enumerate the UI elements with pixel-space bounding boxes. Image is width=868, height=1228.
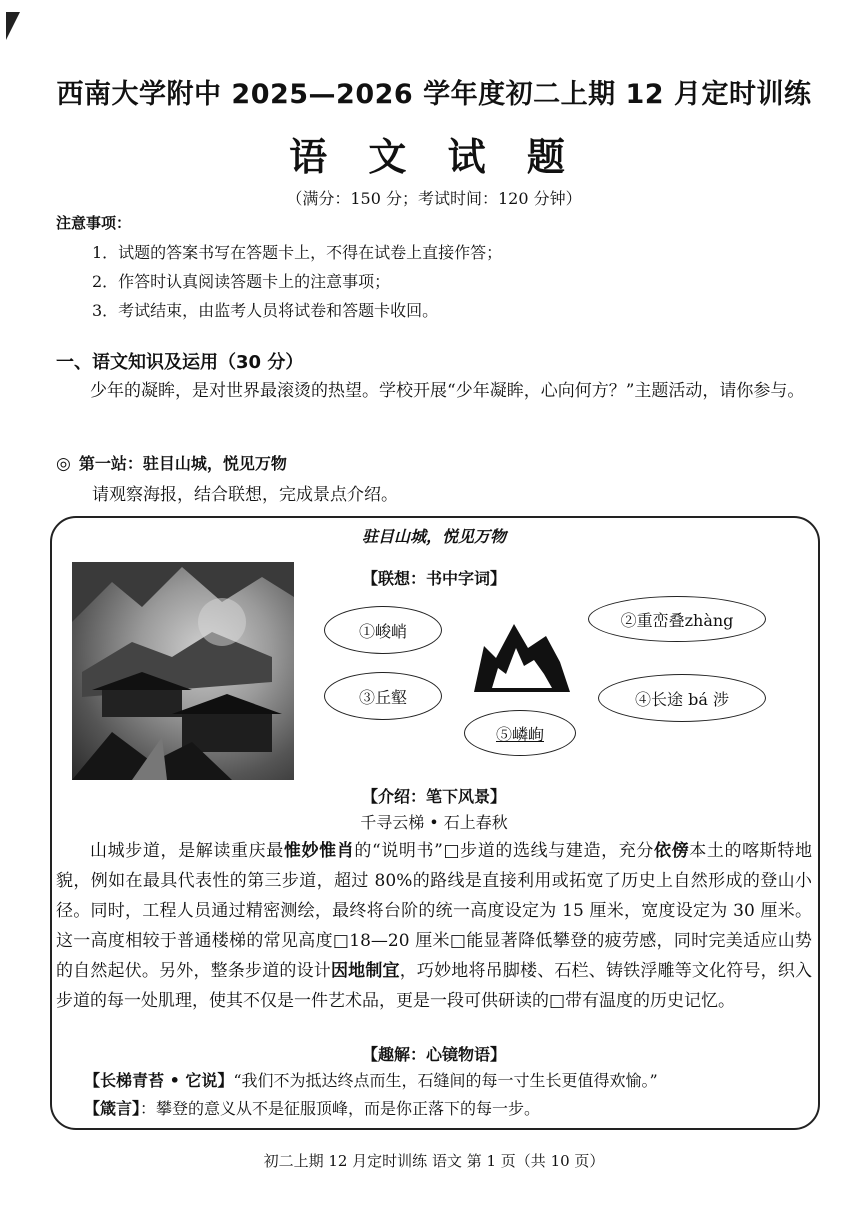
intro-heading: 【介绍：笔下风景】 — [361, 787, 506, 806]
notice-heading: 注意事项： — [56, 214, 132, 232]
word-oval-1 — [324, 606, 442, 654]
quote-line-1 — [84, 1068, 658, 1091]
body-bold-term: 依傍 — [654, 841, 690, 861]
word-oval-2 — [588, 596, 766, 642]
subject-title: 语 文 试 题 — [289, 134, 579, 179]
scenery-title: 千寻云梯 • 石上春秋 — [360, 813, 508, 832]
word-oval-3 — [324, 672, 442, 720]
word-label-2: ②重峦叠zhàng — [620, 610, 734, 630]
assoc-heading: 【联想：书中字词】 — [361, 569, 506, 588]
mountain-city-photo — [72, 562, 294, 780]
body-bold-term: 因地制宜 — [330, 961, 400, 981]
body-segment: 山城步道，是解读重庆最 — [90, 841, 284, 861]
fun-heading: 【趣解：心镜物语】 — [361, 1045, 506, 1064]
word-label-5: ⑤嶙峋 — [495, 724, 544, 744]
section-heading: 一、语文知识及运用（30 分） — [56, 352, 304, 373]
body-segment: 的“说明书”□步道的选线与建造，充分 — [354, 841, 655, 861]
notice-item: 3．考试结束，由监考人员将试卷和答题卡收回。 — [92, 301, 439, 320]
quote-label: 【箴言】 — [84, 1099, 141, 1118]
poster-title: 驻目山城，悦见万物 — [361, 527, 506, 546]
photo-illustration — [72, 562, 294, 780]
score-time-line: （满分：150 分；考试时间：120 分钟） — [286, 189, 582, 208]
word-label-3: ③丘壑 — [358, 687, 407, 707]
quote-text: “我们不为抵达终点而生，石缝间的每一寸生长更值得欢愉。” — [233, 1071, 658, 1090]
station-label: 第一站：驻目山城，悦见万物 — [78, 454, 287, 473]
corner-mark — [6, 12, 20, 40]
exam-header-title: 西南大学附中 2025—2026 学年度初二上期 12 月定时训练 — [56, 79, 812, 110]
notice-item: 2．作答时认真阅读答题卡上的注意事项； — [92, 272, 391, 291]
quote-line-2 — [84, 1096, 540, 1119]
mountain-glyph-icon — [470, 618, 574, 700]
word-label-4: ④长途 bá 涉 — [635, 689, 729, 709]
station-heading — [56, 451, 287, 474]
bullseye-icon: ◎ — [56, 454, 71, 474]
word-oval-5 — [464, 710, 576, 756]
notice-item: 1．试题的答案书写在答题卡上，不得在试卷上直接作答； — [92, 243, 503, 262]
quote-label: 【长梯青苔 • 它说】 — [84, 1071, 234, 1090]
body-segment: ，巧妙地将吊脚楼、石栏、铸铁浮雕等文化符号，织入步道的每一处肌理，使其不仅是一件艺术品，更是一段可供研读的□带有温度的历史记忆。 — [56, 961, 813, 1011]
page-footer: 初二上期 12 月定时训练 语文 第 1 页（共 10 页） — [263, 1152, 605, 1170]
quote-text: ：攀登的意义从不是征服顶峰，而是你正落下的每一步。 — [140, 1099, 541, 1118]
body-bold-term: 惟妙惟肖 — [283, 841, 355, 861]
notice-list — [92, 238, 502, 325]
word-label-1: ①峻峭 — [358, 621, 407, 641]
scenery-paragraph — [56, 836, 812, 1016]
section-intro: 少年的凝眸，是对世界最滚烫的热望。学校开展“少年凝眸，心向何方？”主题活动，请你参与。 — [90, 381, 805, 401]
body-segment: 本土的喀斯特地貌，例如在最具代表性的第三步道，超过 80%的路线是直接利用或拓宽了历史上自然形成的登山小径。同时，工程人员通过精密测绘，最终将台阶的统一高度设定为 15 厘米，宽度设定为 30 厘米。这一高度相较于普通楼梯的常见高度□18—20 厘米□能显著降低攀登的疲劳感，同时完美适应山势的自然起伏。另外，整条步道的设计 — [56, 841, 813, 981]
word-oval-4 — [598, 674, 766, 722]
instruction-text: 请观察海报，结合联想，完成景点介绍。 — [92, 485, 398, 505]
